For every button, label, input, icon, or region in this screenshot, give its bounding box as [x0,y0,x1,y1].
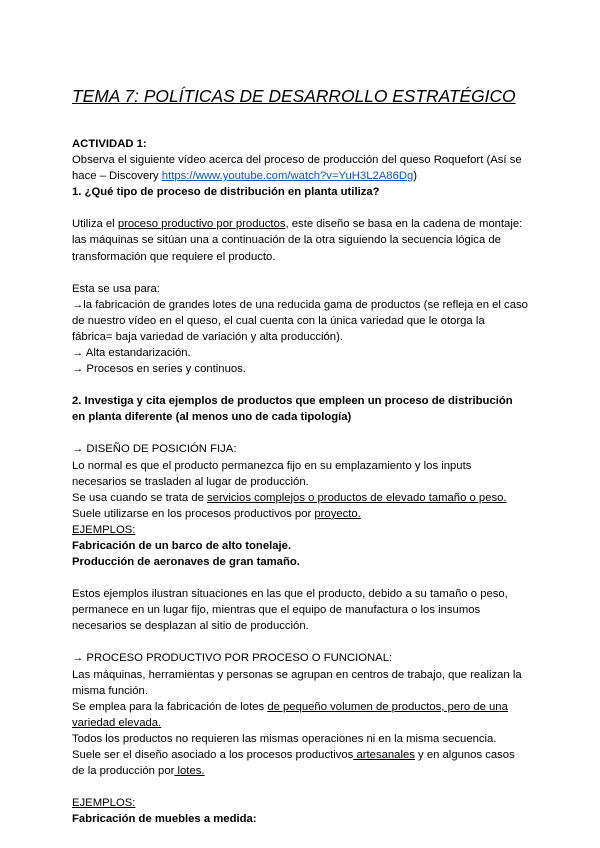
answer-1-pre: Utiliza el [72,218,118,231]
fixed-examples-label: EJEMPLOS: [72,523,136,536]
fixed-p3-pre: Suele utilizarse en los procesos productivos por [72,507,315,520]
functional-p2-underlined: de pequeño volumen de productos, pero de una variedad elevada. [72,700,508,729]
functional-examples-label: EJEMPLOS: [72,797,136,810]
fixed-example-1: Fabricación de un barco de alto tonelaje. [72,539,292,552]
intro-end: ) [413,170,418,183]
functional-p3: Todos los productos no requieren las mismas operaciones ni en la misma secuencia. [72,732,497,745]
functional-p4 [72,747,528,779]
intro-text: Observa el siguiente vídeo acerca del proceso de producción del queso Roquefort (Así se hace – Discovery [72,154,522,183]
fixed-heading: → DISEÑO DE POSICIÓN FIJA: [72,443,237,456]
functional-p4-underlined: artesanales [353,749,415,761]
fixed-p2-underlined: servicios complejos o productos de elevado tamaño o peso. [207,491,507,504]
functional-p4-underlined-2: lotes. [174,765,205,778]
activity-heading: ACTIVIDAD 1: [72,138,147,150]
functional-example-1: Fabricación de muebles a medida: [72,813,257,826]
functional-p2-pre: Se emplea para la fabricación de lotes [72,700,268,713]
functional-p4-pre: Suele ser el diseño asociado a los procesos productivos [72,749,354,761]
question-2: 2. Investiga y cita ejemplos de productos que empleen un proceso de distribución en planta diferente (al menos uno de cada tipología) [72,395,513,424]
fixed-p2-pre: Se usa cuando se trata de [72,491,208,504]
intro-paragraph [72,152,528,184]
fixed-p2 [72,490,528,506]
functional-p4-mid: y en algunos casos de la producción por [72,749,515,778]
answer-1-post: , este diseño se basa en la cadena de montaje: las máquinas se sitúan una a continuación de la otra siguiendo la secuencia lógica de transformación que requiere el producto. [72,218,523,263]
fixed-p3-underlined: proyecto. [314,507,361,520]
fixed-p3 [72,506,528,522]
video-link[interactable]: https://www.youtube.com/watch?v=YuH3L2A86Dg [161,170,414,183]
uses-intro: Esta se usa para: [72,282,160,295]
uses-item-1: →la fabricación de grandes lotes de una reducida gama de productos (se refleja en el caso de nuestro vídeo en el queso, el cual cuenta con la única variedad que le otorga la fábrica= baja variedad de variación y alta producción). [72,298,528,343]
page-title: TEMA 7: POLÍTICAS DE DESARROLLO ESTRATÉGICO [72,86,516,106]
answer-1-underlined: proceso productivo por productos [117,218,286,231]
answer-1 [72,216,528,264]
question-1: 1. ¿Qué tipo de proceso de distribución en planta utiliza? [72,186,380,199]
functional-heading: → PROCESO PRODUCTIVO POR PROCESO O FUNCIONAL: [72,652,393,665]
document-body [72,136,528,827]
fixed-explanation: Estos ejemplos ilustran situaciones en las que el producto, debido a su tamaño o peso, permanece en un lugar fijo, mientras que el equipo de manufactura o los insumos necesarios se desplazan al sitio de producción. [72,588,508,633]
functional-p1: Las máquinas, herramientas y personas se agrupan en centros de trabajo, que realizan la misma función. [72,668,522,697]
fixed-example-2: Producción de aeronaves de gran tamaño. [72,556,300,569]
uses-item-3: → Procesos en series y continuos. [72,363,246,376]
fixed-p1: Lo normal es que el producto permanezca fijo en su emplazamiento y los inputs necesarios se trasladen al lugar de producción. [72,459,472,488]
functional-p2 [72,699,528,731]
uses-item-2: → Alta estandarización. [72,347,191,360]
